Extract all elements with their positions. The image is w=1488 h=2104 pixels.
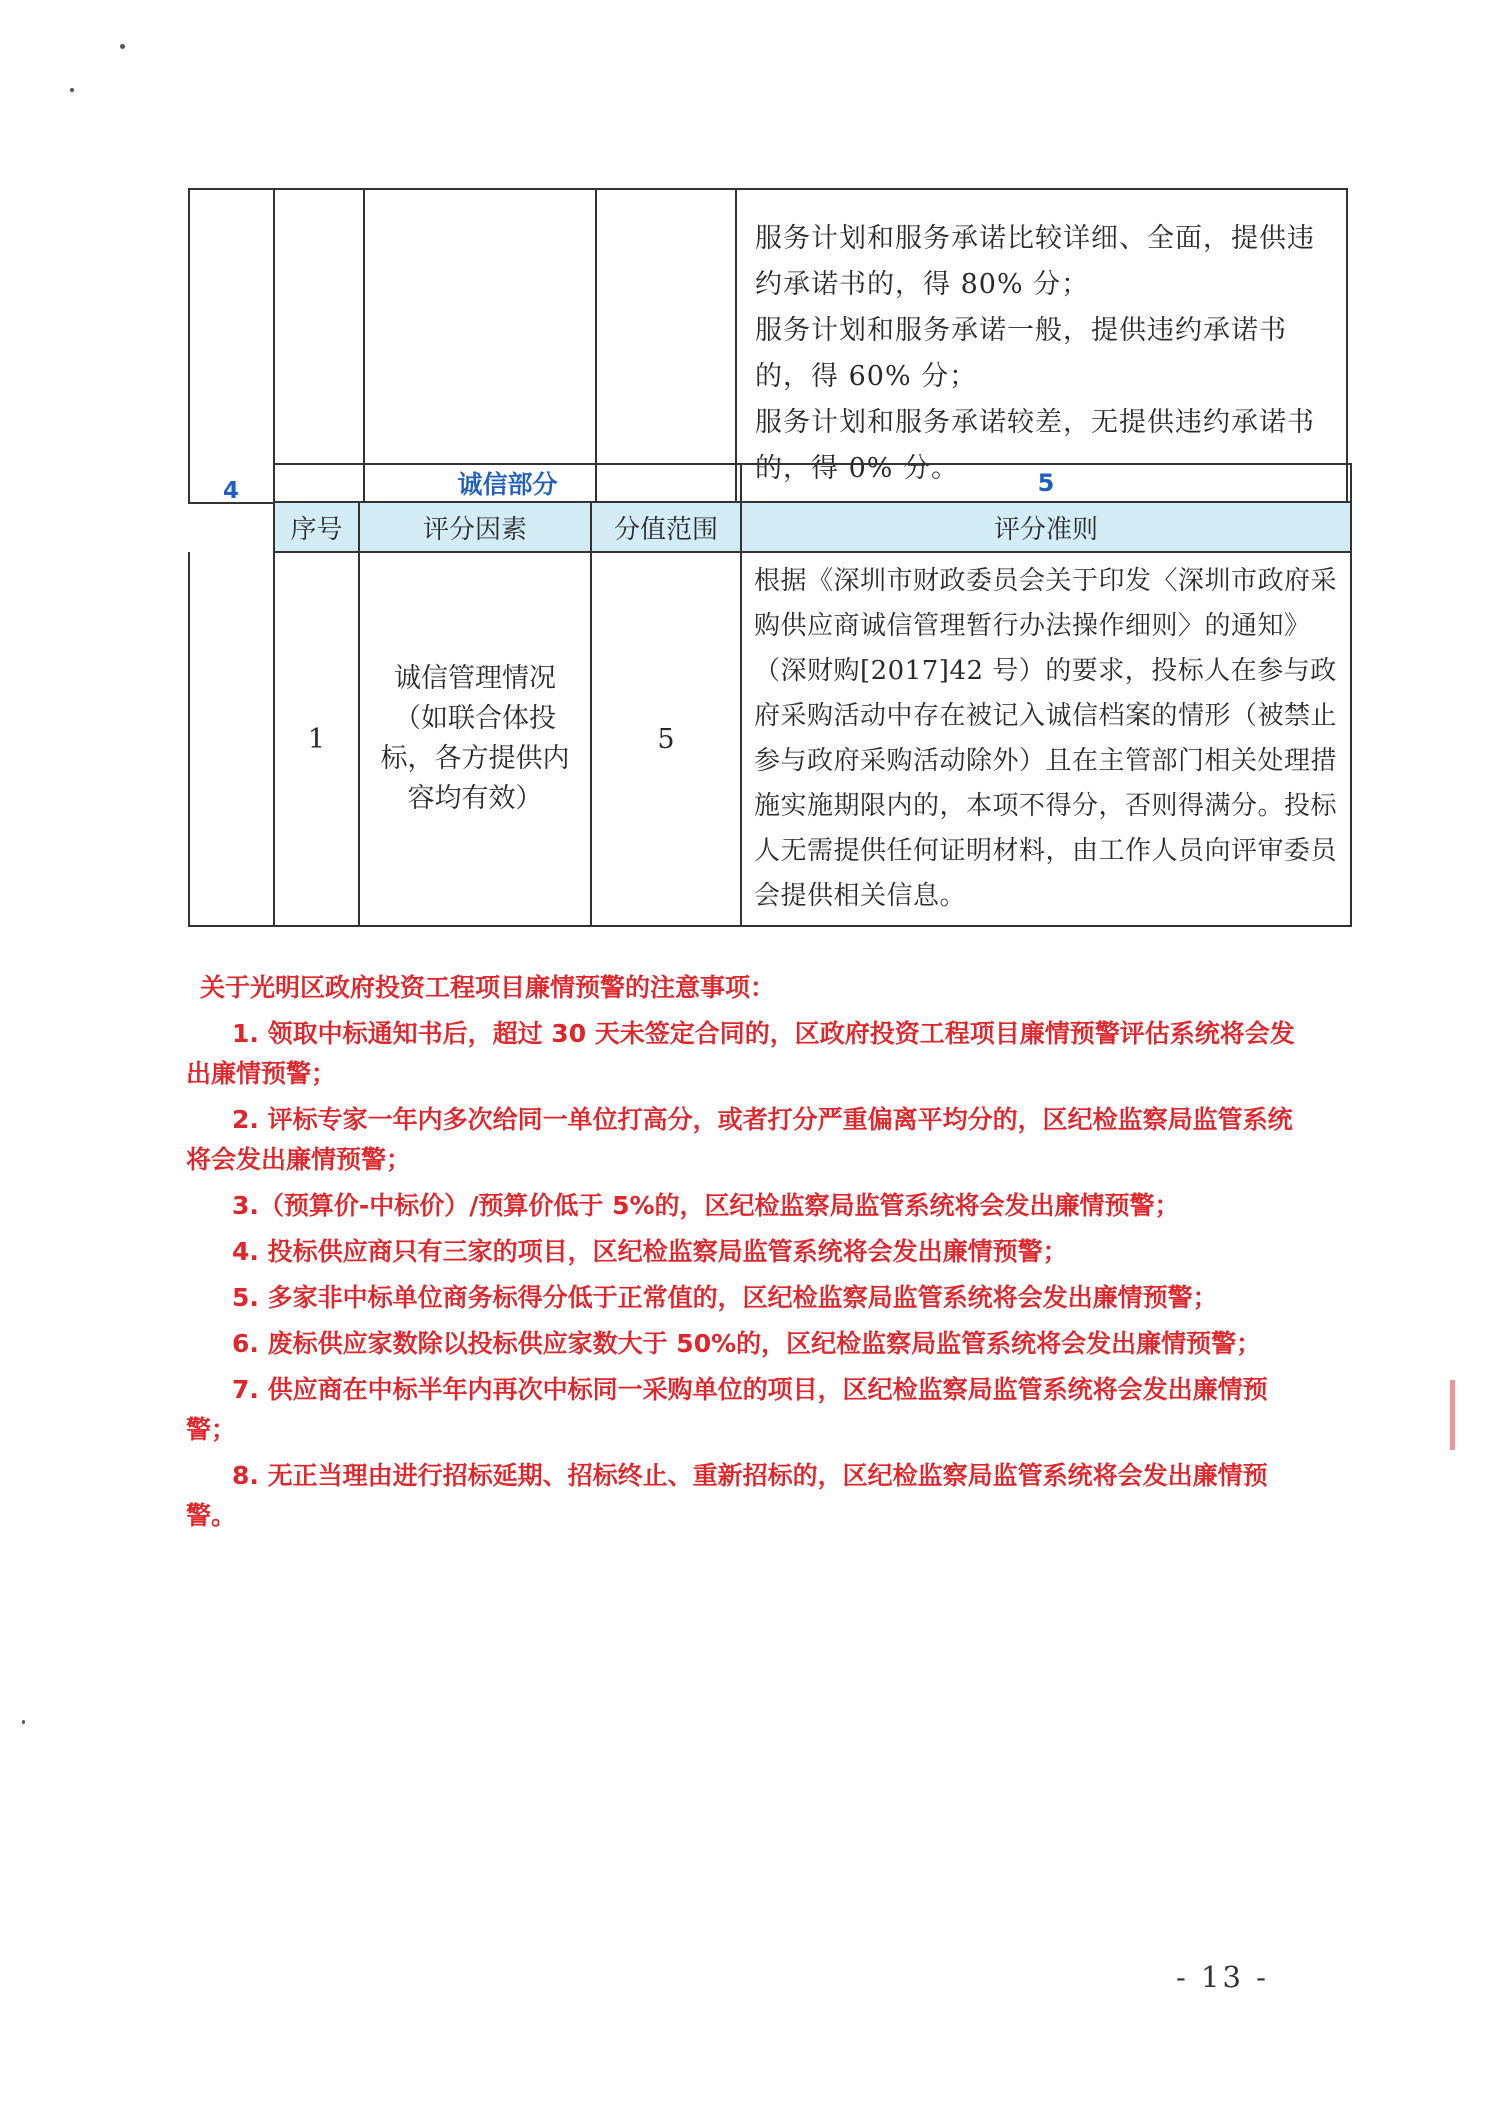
notice-title: 关于光明区政府投资工程项目廉情预警的注意事项： bbox=[200, 973, 776, 1002]
section-title: 诚信部分 bbox=[274, 464, 741, 502]
range-col-cell bbox=[596, 189, 736, 503]
row-range: 5 bbox=[591, 552, 741, 926]
section-number: 4 bbox=[189, 464, 274, 552]
criteria-line-60: 服务计划和服务承诺一般，提供违约承诺书的，得 60% 分； bbox=[755, 315, 1287, 392]
notice-item: 3.（预算价-中标价）/预算价低于 5%的，区纪检监察局监管系统将会发出廉情预警； bbox=[232, 1191, 1180, 1220]
seq-col-cell bbox=[189, 189, 274, 503]
notice-item: 2. 评标专家一年内多次给同一单位打高分，或者打分严重偏离平均分的，区纪检监察局监管系统将会发出廉情预警； bbox=[186, 1105, 1293, 1174]
header-factor: 评分因素 bbox=[359, 502, 591, 552]
notice-item: 7. 供应商在中标半年内再次中标同一采购单位的项目，区纪检监察局监管系统将会发出廉情预警； bbox=[186, 1375, 1268, 1444]
header-rule: 评分准则 bbox=[741, 502, 1351, 552]
notice-item: 4. 投标供应商只有三家的项目，区纪检监察局监管系统将会发出廉情预警； bbox=[232, 1237, 1068, 1266]
scan-speck bbox=[22, 1720, 25, 1724]
notice-item: 8. 无正当理由进行招标延期、招标终止、重新招标的，区纪检监察局监管系统将会发出廉情预警。 bbox=[186, 1461, 1268, 1530]
scoring-table-continuation bbox=[188, 188, 1348, 504]
row-seq: 1 bbox=[274, 552, 359, 926]
integrity-scoring-table bbox=[188, 463, 1352, 927]
notice-item: 1. 领取中标通知书后，超过 30 天未签定合同的，区政府投资工程项目廉情预警评估系统将会发出廉情预警； bbox=[186, 1019, 1295, 1088]
scan-speck bbox=[70, 88, 74, 92]
criteria-line-80: 服务计划和服务承诺比较详细、全面，提供违约承诺书的，得 80% 分； bbox=[755, 223, 1315, 300]
seal-edge-mark bbox=[1450, 1380, 1455, 1450]
notice-item: 5. 多家非中标单位商务标得分低于正常值的，区纪检监察局监管系统将会发出廉情预警； bbox=[232, 1283, 1218, 1312]
page-number: - 13 - bbox=[1176, 1960, 1269, 1994]
item-col-cell bbox=[274, 189, 364, 503]
integrity-warning-notice bbox=[186, 968, 1306, 1542]
header-range: 分值范围 bbox=[591, 502, 741, 552]
factor-col-cell bbox=[364, 189, 596, 503]
row-factor: 诚信管理情况（如联合体投标，各方提供内容均有效） bbox=[359, 552, 591, 926]
row-rule: 根据《深圳市财政委员会关于印发〈深圳市政府采购供应商诚信管理暂行办法操作细则〉的通知》（深财购[2017]42 号）的要求，投标人在参与政府采购活动中存在被记入诚信档案的情形（被禁止参与政府采购活动除外）且在主管部门相关处理措施实施期限内的，本项不得分，否则得满分。投标人无需提供任何证明材料，由工作人员向评审委员会提供相关信息。 bbox=[741, 552, 1351, 926]
notice-item: 6. 废标供应家数除以投标供应家数大于 50%的，区纪检监察局监管系统将会发出廉情预警； bbox=[232, 1329, 1262, 1358]
criteria-cell bbox=[736, 189, 1347, 503]
scan-speck bbox=[120, 44, 125, 49]
section-score: 5 bbox=[741, 464, 1351, 502]
header-seq: 序号 bbox=[274, 502, 359, 552]
criteria-line-0: 服务计划和服务承诺较差，无提供违约承诺书的，得 0% 分。 bbox=[755, 407, 1315, 484]
section-number-spacer bbox=[189, 552, 274, 926]
